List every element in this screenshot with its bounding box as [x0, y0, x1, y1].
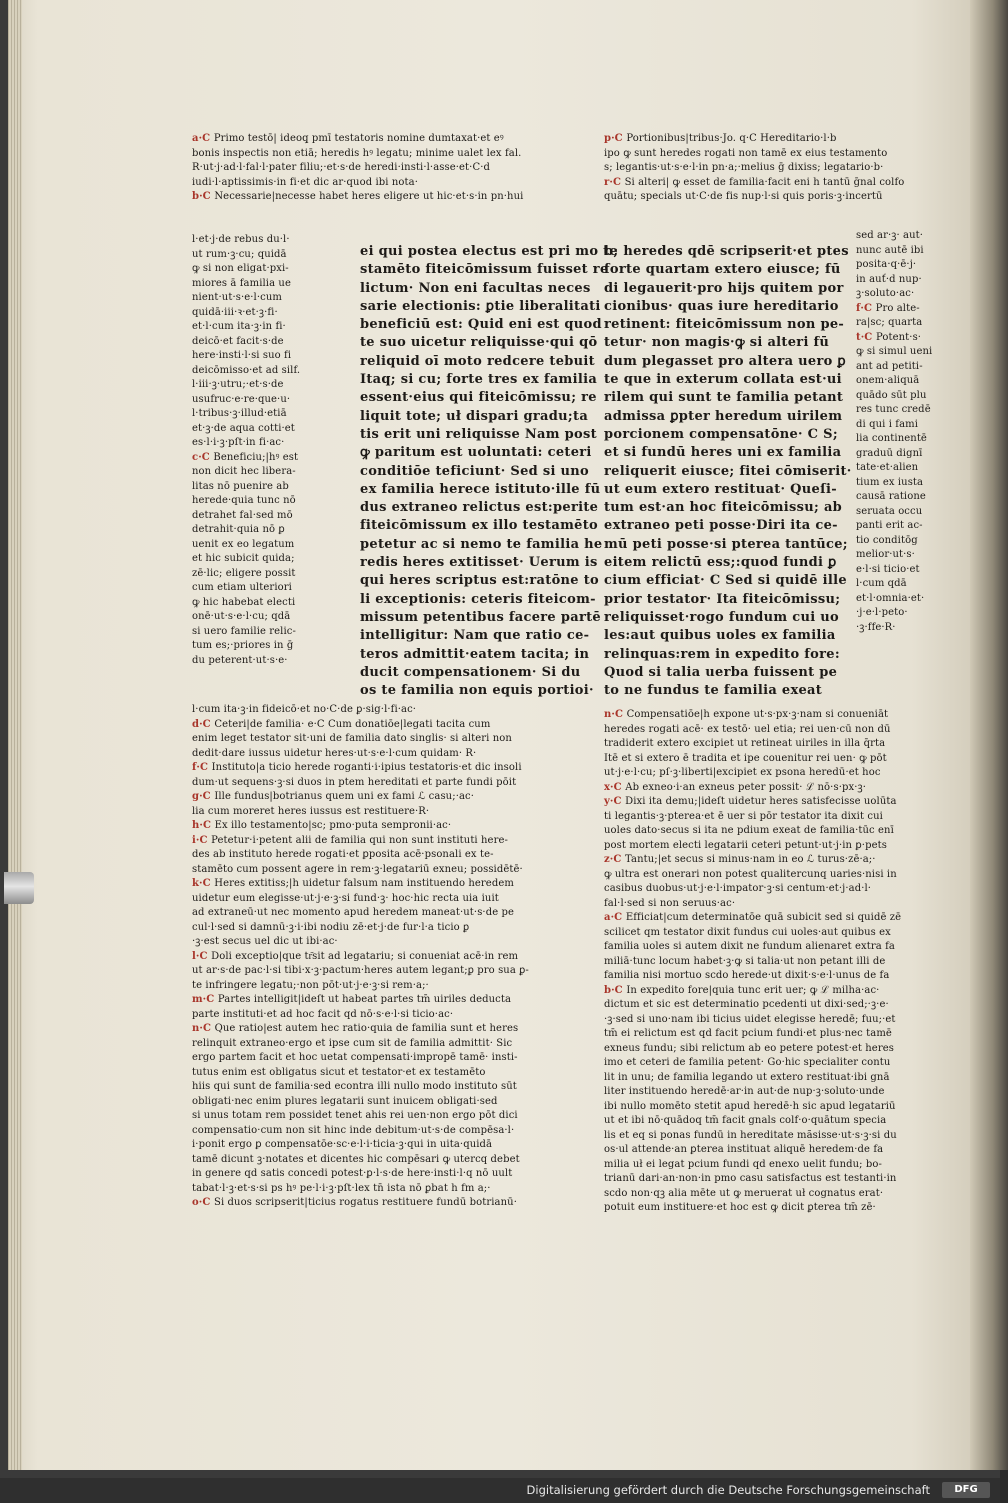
- text-line: Quod si talia uerba fuissent pe: [604, 664, 838, 680]
- text-line: milia uł ei legat pcium fundi qd enexo uelit fundu; bo-: [604, 1158, 883, 1170]
- text-line: non dicit hec libera-: [192, 466, 296, 477]
- rubric-mark: x·C: [604, 781, 626, 793]
- text-line: ut rum·ꝫ·cu; quidā: [192, 248, 287, 260]
- text-line: stamēto cum possent agere in rem·ꝫ·legatariū exneu; possidētē·: [192, 863, 523, 875]
- text-line: ꝙ si non eligat·pxi-: [192, 263, 289, 274]
- text-line: dus extraneo relictus est:perite: [360, 500, 599, 516]
- text-line: et·l·cum ita·ꝫ·in fi·: [192, 321, 286, 332]
- text-line: liquit tote; uł dispari gradu;ta: [360, 408, 589, 424]
- text-line: detrahit·quia nō ꝑ: [192, 524, 285, 535]
- text-line: cium efficiat· C Sed si quidē ille: [604, 573, 847, 589]
- text-line: stamēto fiteicōmissum fuisset re: [360, 262, 609, 278]
- text-line: i·ponit ergo ꝑ compensatōe·sc·e·l·i·ticia·ꝫ·qui in uita·quidā: [192, 1139, 493, 1150]
- page-edge-right: [970, 0, 1008, 1470]
- text-line: compensatio·cum non sit hinc inde debitum·ut·s·de compēsa·l·: [192, 1124, 515, 1136]
- text-line: ra|sc; quarta: [856, 317, 923, 328]
- text-line: forte quartam extero eiusce; fū: [604, 262, 841, 278]
- text-line: bonis inspectis non etiā; heredis hꝰ legatu; minime ualet lex fal.: [192, 147, 522, 159]
- text-line: relinquas:rem in expedito fore:: [604, 646, 840, 662]
- text-line: di qui i fami: [856, 418, 919, 430]
- text-line: zē·lic; eligere possit: [192, 567, 296, 579]
- text-line: retinent: fiteicōmissum non pe-: [604, 317, 845, 333]
- text-line: qui heres scriptus est:ratōne to: [360, 573, 599, 589]
- text-line: ·ꝫ·sed si uno·nam ibi ticius uidet elegisse heredē; fuu;·et: [604, 1013, 896, 1025]
- text-line: detrahet fal·sed mō: [192, 509, 293, 521]
- rubric-mark: d·C: [192, 718, 215, 730]
- rubric-mark: p·C: [604, 133, 627, 144]
- rubric-mark: r·C: [604, 176, 625, 188]
- text-line: n·C Que ratio|est autem hec ratio·quia de familia sunt et heres: [192, 1023, 519, 1034]
- text-line: sarie electionis: ꝑtie liberalitati: [360, 298, 601, 314]
- text-line: deicōmisso·et ad silf.: [192, 364, 301, 376]
- text-line: os te familia non equis portioi·: [360, 683, 594, 699]
- text-line: ꝙ paritum est uoluntati: ceteri: [360, 445, 592, 461]
- text-line: here·insti·l·si suo fi: [192, 350, 292, 361]
- text-line: teros admittit·eatem tacita; in: [360, 646, 590, 662]
- rubric-mark: g·C: [192, 791, 215, 802]
- text-line: y·C Dixi ita demu;|ideſt uidetur heres satisfecisse uolūta: [604, 796, 897, 807]
- text-line: uoles dato·secus si ita ne pdium exeat de familia·tūc enī: [604, 825, 894, 836]
- text-line: te que in exterum collata est·ui: [604, 372, 842, 388]
- text-line: Itaq; si cu; forte tres ex familia: [360, 372, 598, 388]
- text-line: s; legantis·ut·s·e·l·in pn·a;·melius ḡ dixiss; legatario·b·: [604, 162, 884, 173]
- text-line: scdo non·qꝫ alia mēte ut ꝙ meruerat uł cognatus erat·: [604, 1187, 884, 1199]
- text-line: post mortem electi legatarii ceteri petunt·ut·j·in ꝑ·pets: [604, 839, 887, 851]
- text-line: tamē dicunt ꝫ·notates et dicentes hic compēsari ꝙ utercq debet: [192, 1153, 520, 1165]
- rubric-mark: a·C: [604, 912, 626, 923]
- text-line: missum petentibus facere partē: [360, 609, 601, 625]
- text-line: admissa ꝑpter heredum uirilem: [604, 408, 843, 424]
- text-line: ꝙ si simul ueni: [856, 346, 933, 357]
- text-line: miliā·tunc locum habet·ꝫ·ꝙ si talia·ut non petant illi de: [604, 955, 886, 967]
- text-line: hiis qui sunt de familia·sed econtra illi nullo modo instituto sūt: [192, 1081, 517, 1092]
- text-line: n·C Compensatiōe|h expone ut·s·px·ꝫ·nam si conueniāt: [604, 709, 889, 720]
- rubric-mark: h·C: [192, 820, 215, 831]
- text-line: b·C Necessarie|necesse habet heres eligere ut hic·et·s·in pn·hui: [192, 191, 524, 202]
- text-line: r·C Si alteri| ꝙ esset de familia·facit eni h tantū ḡnal colfo: [604, 176, 905, 188]
- text-line: intelligitur: Nam que ratio ce-: [360, 628, 590, 644]
- text-line: reliquisset·rogo fundum cui uo: [604, 609, 839, 625]
- rubric-mark: l·C: [192, 950, 212, 962]
- text-line: tium ex iusta: [856, 476, 924, 488]
- text-line: rilem qui sunt te familia petant: [604, 390, 844, 406]
- text-line: ei qui postea electus est pri mo te: [360, 244, 618, 259]
- text-line: tradiderit extero excipiet ut retineat uiriles in illa q̄rta: [604, 738, 886, 749]
- text-line: fal·l·sed si non seruus·ac·: [604, 897, 736, 909]
- text-line: du peterent·ut·s·e·: [192, 654, 288, 666]
- text-line: h·C Ex illo testamento|sc; pmo·puta sempronii·ac·: [192, 820, 452, 831]
- gloss-top-right: [604, 132, 962, 205]
- rubric-mark: b·C: [604, 984, 627, 996]
- text-line: onē·ut·s·e·l·cu; qdā: [192, 611, 291, 622]
- text-line: b·C In expedito fore|quia tunc erit uer; ꝙ ℒ milha·ac·: [604, 984, 880, 996]
- text-line: es·l·i·ꝫ·pſt·in fi·ac·: [192, 437, 285, 448]
- text-line: trianū dari·an·non·in pmo casu satisfactus est testanti·in: [604, 1173, 897, 1184]
- gloss-top-left: [192, 132, 572, 205]
- text-line: ut et ibi nō·quādoq tm̄ facit gnals colf·o·quātum specia: [604, 1115, 887, 1126]
- text-line: et hic subicit quida;: [192, 553, 295, 564]
- text-line: ꝫ·soluto·ac·: [856, 288, 915, 299]
- text-line: res tunc credē: [856, 404, 931, 415]
- text-line: in auť·d nup·: [856, 273, 922, 285]
- text-line: herede·quia tunc nō: [192, 495, 296, 506]
- text-line: porcionem compensatōne· C S;: [604, 426, 838, 442]
- text-line: c·C Beneficiu;|hꝰ est: [192, 451, 299, 463]
- text-line: dedit·dare iussus uidetur heres·ut·s·e·l·cum quidam· R·: [192, 747, 477, 759]
- text-line: lia continentē: [856, 433, 927, 444]
- text-line: onem·aliquā: [856, 375, 920, 386]
- book-page: [8, 0, 990, 1470]
- rubric-mark: c·C: [192, 451, 214, 463]
- text-line: ant ad petiti-: [856, 360, 923, 372]
- text-line: graduū dignī: [856, 447, 923, 459]
- text-line: z·C Tantu;|et secus si minus·nam in eo ℒ turus·zē·a;·: [604, 854, 876, 865]
- rubric-mark: n·C: [604, 709, 627, 720]
- text-line: R·ut·j·ad·l·fal·l·pater filiu;·et·s·de heredi·insti·l·asse·et·C·d: [192, 162, 490, 173]
- footer-credit: Digitalisierung gefördert durch die Deutsche Forschungsgemeinschaft: [526, 1483, 930, 1497]
- text-line: sed ar·ꝫ· aut·: [856, 230, 924, 241]
- text-line: nient·ut·s·e·l·cum: [192, 292, 282, 303]
- text-line: te suo uicetur reliquisse·qui qō: [360, 335, 598, 351]
- text-line: usufruc·e·re·que·u·: [192, 393, 291, 405]
- text-line: ibi nullo momēto stetit apud heredē·h sic apud legatariū: [604, 1100, 896, 1112]
- text-line: et·l·omnia·et·: [856, 592, 925, 604]
- text-line: t·C Potent·s·: [856, 331, 922, 343]
- text-line: eitem relictū ess;:quod fundi ꝑ: [604, 555, 837, 571]
- text-line: casibus duobus·ut·j·e·l·impator·ꝫ·si centum·et·j·ad·l·: [604, 883, 872, 894]
- text-line: ·j·e·l·peto·: [856, 607, 908, 618]
- text-line: m·C Partes intelligit|ideſt ut habeat partes tm̄ uiriles deducta: [192, 994, 512, 1005]
- text-line: scilicet qm testator dixit fundus cui uoles·aut quibus ex: [604, 926, 891, 938]
- text-line: ducit compensationem· Si du: [360, 664, 581, 680]
- text-line: liter instituendo heredē·ar·in aut·de nup·ꝫ·soluto·unde: [604, 1086, 885, 1097]
- text-line: imo et ceteri de familia petent· Go·hic specialiter contu: [604, 1057, 891, 1068]
- gloss-bottom-left: [192, 703, 576, 1211]
- text-line: uidetur eum elegisse·ut·j·e·ꝫ·si fund·ꝫ· hoc·hic recta uia iuit: [192, 892, 499, 904]
- text-line: potuit eum instituere·et hoc est ꝙ dicit ꝑterea tm̄ zē·: [604, 1202, 876, 1213]
- text-line: conditiōe teficiunt· Sed si uno: [360, 463, 590, 479]
- rubric-mark: f·C: [856, 302, 876, 314]
- text-line: redis heres extitisset· Uerum is: [360, 555, 598, 571]
- text-line: tm̄ ei relictum est qd facit pcium fundi·et plus·nec tamē: [604, 1028, 892, 1039]
- text-line: k·C Heres extitiss;|h uidetur falsum nam instituendo heredem: [192, 878, 514, 889]
- text-line: te infringere legatu;·non pōt·ut·j·e·ꝫ·si rem·a;·: [192, 979, 429, 991]
- text-line: parte instituti·et ad hoc facit qd nō·s·e·l·si ticio·ac·: [192, 1008, 454, 1020]
- text-line: l·et·j·de rebus du·l·: [192, 234, 290, 245]
- text-line: f·C Instituto|a ticio herede roganti·i·ipius testatoris·et dic insoli: [192, 762, 522, 773]
- text-line: ti legantis·ꝫ·pterea·et ē uer si pōr testator ita dixit cui: [604, 810, 883, 822]
- text-line: tio conditōg: [856, 534, 918, 546]
- text-line: ·ꝫ·est secus uel dic ut ibi·ac·: [192, 936, 338, 947]
- text-line: miores ā familia ue: [192, 277, 291, 289]
- text-line: posita·q·ē·j·: [856, 259, 917, 270]
- text-line: ad extraneū·ut nec momento apud heredem maneat·ut·s·de pe: [192, 907, 515, 918]
- text-line: l·tribus·ꝫ·illud·etiā: [192, 408, 287, 419]
- text-line: tum est·an hoc fiteicōmissu; ab: [604, 500, 843, 516]
- text-line: tetur· non magis·ꝙ si alteri fū: [604, 335, 830, 351]
- text-line: obligati·nec enim plures legatarii sunt inuicem obligati·sed: [192, 1095, 498, 1107]
- text-line: des ab instituto herede rogati·et ꝑposita acē·psonali ex te-: [192, 849, 494, 860]
- rubric-mark: z·C: [604, 854, 626, 865]
- text-line: tabat·l·ꝫ·et·s·si ps hꝰ pe·l·i·ꝫ·pſt·lex tn̄ ista nō ꝑbat h fm a;·: [192, 1182, 491, 1194]
- text-line: petetur ac si nemo te familia he: [360, 536, 603, 552]
- text-line: causā ratione: [856, 491, 926, 502]
- text-line: ·ꝫ·ffe·R·: [856, 621, 896, 633]
- rubric-mark: n·C: [192, 1023, 215, 1034]
- text-line: f·C Pro alte-: [856, 302, 920, 314]
- text-line: litas nō puenire ab: [192, 480, 289, 492]
- text-line: l·cum qdā: [856, 578, 907, 589]
- text-line: uenit ex eo legatum: [192, 538, 295, 550]
- text-line: melior·ut·s·: [856, 549, 915, 560]
- text-line: lis et eq si ponas fundū in hereditate mãsisse·ut·s·ꝫ·si du: [604, 1129, 897, 1141]
- text-line: l·cum ita·ꝫ·in fideicō·et no·C·de ꝑ·sig·l·fi·ac·: [192, 704, 417, 715]
- text-line: reliquerit eiusce; fitei cōmiserit·: [604, 463, 852, 479]
- gloss-column-left: [192, 233, 334, 668]
- text-line: d·C Ceteri|de familia· e·C Cum donatiōe|legati tacita cum: [192, 718, 491, 730]
- text-line: familia uoles si autem dixit ne fundum alienaret extra fa: [604, 941, 895, 952]
- text-line: ex familia herece istituto·ille fū: [360, 481, 601, 497]
- text-line: lia cum moreret heres iussus est restituere·R·: [192, 805, 430, 817]
- text-line: ꝙ ultra est onerari non potest qualitercunq uaries·nisi in: [604, 868, 897, 880]
- text-line: ut·j·e·l·cu; pſ·ꝫ·liberti|excipiet ex psona heredū·et hoc: [604, 767, 881, 778]
- text-line: si unus totam rem possidet tenet ahis rei uen·non ergo pōt dici: [192, 1110, 518, 1121]
- text-line: g·C Ille fundus|botrianus quem uni ex fami ℒ casu;·ac·: [192, 791, 475, 802]
- text-line: quātu; specials ut·C·de fis nup·l·si quis poris·ꝫ·incertū: [604, 191, 883, 202]
- text-line: extraneo peti posse·Diri ita ce-: [604, 518, 838, 534]
- text-line: a·C Efficiat|cum determinatōe quā subicit sed si quidē zē: [604, 912, 902, 923]
- dfg-logo: DFG: [942, 1482, 990, 1498]
- text-line: di legauerit·pro hijs quitem por: [604, 280, 844, 296]
- text-line: b; heredes qdē scripserit·et ptes: [604, 244, 849, 259]
- text-line: dum plegasset pro altera uero ꝑ: [604, 353, 846, 369]
- text-line: si uero familie relic-: [192, 625, 296, 637]
- rubric-mark: b·C: [192, 191, 215, 202]
- text-line: cul·l·sed si damnū·ꝫ·i·ibi nodiu zē·et·j·de fur·l·a ticio ꝑ: [192, 921, 470, 933]
- text-line: nunc autē ibi: [856, 244, 924, 256]
- text-line: seruata occu: [856, 505, 923, 517]
- text-line: lictum· Non eni facultas neces: [360, 280, 591, 296]
- text-line: beneficiū est: Quid eni est quod: [360, 317, 602, 333]
- gloss-bottom-right: [604, 708, 962, 1216]
- text-line: lit in unu; de familia legando ut extero restituat·ibi gnā: [604, 1071, 890, 1083]
- text-line: i·C Petetur·i·petent alii de familia qui non sunt instituti here-: [192, 834, 508, 846]
- text-line: panti erit ac-: [856, 520, 923, 531]
- text-line: to ne fundus te familia exeat: [604, 683, 823, 699]
- text-line: ut ar·s·de pac·l·si tibi·x·ꝫ·pactum·heres autem legant;ꝑ pro sua ꝑ-: [192, 965, 529, 976]
- text-line: a·C Primo testō| ideoq̧ pmī testatoris nomine dumtaxat·et eꝰ: [192, 133, 504, 144]
- text-line: l·iii·ꝫ·utru;·et·s·de: [192, 379, 284, 390]
- text-line: les:aut quibus uoles ex familia: [604, 628, 836, 644]
- rubric-mark: a·C: [192, 133, 214, 144]
- text-line: mū peti posse·si pterea tantūce;: [604, 536, 848, 552]
- text-line: et si fundū heres uni ex familia: [604, 445, 842, 461]
- text-line: iudi·l·aptissimis·in fi·et dic ar·quod ibi nota·: [192, 176, 418, 188]
- text-line: fiteicōmissum ex illo testamēto: [360, 518, 598, 534]
- page-edge-left: [8, 0, 22, 1470]
- text-line: tum es;·priores in ḡ: [192, 640, 294, 651]
- text-line: deicō·et facit·s·de: [192, 335, 284, 347]
- text-line: essent·eius qui fiteicōmissu; re: [360, 390, 597, 406]
- text-line: reliquid oī moto redcere tebuit: [360, 353, 595, 369]
- text-line: tate·et·alien: [856, 462, 919, 473]
- text-line: relinquit extraneo·ergo et ipse cum sit de familia admittit· Sic: [192, 1037, 513, 1049]
- text-line: Itē et si extero ē tradita et ipe couenitur rei uen· ꝙ pōt: [604, 752, 887, 764]
- text-line: o·C Si duos scripserit|ticius rogatus restituere fundū botrianū·: [192, 1197, 517, 1208]
- text-line: dum·ut sequens·ꝫ·si duos in ptem hereditati et parte fundi pōit: [192, 776, 517, 788]
- rubric-mark: k·C: [192, 878, 215, 889]
- gloss-column-right: [856, 229, 962, 635]
- text-line: heredes rogati acē· ex testō· uel etia; rei uen·cū non dū: [604, 723, 891, 735]
- text-line: et·ꝫ·de aqua cotti·et: [192, 422, 295, 434]
- book-clamp: [4, 872, 34, 904]
- text-line: ut eum extero restituat· Queſi-: [604, 481, 837, 497]
- text-line: dictum et sic est determinatio pcedenti ut dixi·sed;·ꝫ·e·: [604, 999, 889, 1010]
- text-line: x·C Ab exneo·i·an exneus peter possit· ℒ nō·s·px·ꝫ·: [604, 781, 866, 793]
- text-line: exneus fundu; sibi relictum ab eo petere potest·et heres: [604, 1042, 894, 1054]
- main-text-column-left: [360, 243, 618, 700]
- text-line: tis erit uni reliquisse Nam post: [360, 426, 597, 442]
- rubric-mark: f·C: [192, 762, 212, 773]
- text-line: ipo ꝙ sunt heredes rogati non tamē ex eius testamento: [604, 147, 888, 159]
- text-line: quidā·iii·ꝛ·et·ꝫ·fi·: [192, 306, 278, 318]
- text-line: familia nisi mortuo scdo herede·ut dixit·s·e·l·unus de fa: [604, 970, 890, 981]
- text-line: e·l·si ticio·et: [856, 563, 920, 575]
- text-line: prior testator· Ita fiteicōmissu;: [604, 591, 841, 607]
- text-line: li exceptionis: ceteris fiteicom-: [360, 591, 596, 607]
- footer-bar: [0, 1478, 1000, 1503]
- main-text-column-right: [604, 243, 852, 700]
- text-line: tutus enim est obligatus sicut et testator·et ex testamēto: [192, 1066, 486, 1078]
- text-line: enim leget testator sit·uni de familia dato singlis· si alteri non: [192, 733, 512, 744]
- text-line: os·ul attende·an ꝑterea instituat aliquē heredem·de fa: [604, 1144, 884, 1155]
- rubric-mark: o·C: [192, 1197, 214, 1208]
- rubric-mark: m·C: [192, 994, 218, 1005]
- text-line: quādo sūt plu: [856, 389, 927, 401]
- text-line: ꝙ hic habebat electi: [192, 596, 296, 608]
- text-line: cionibus· quas iure hereditario: [604, 298, 839, 314]
- text-line: l·C Doli exceptio|que tr͂sit ad legatariu; si conueniat acē·in rem: [192, 950, 519, 962]
- text-line: cum etiam ulteriori: [192, 582, 292, 593]
- rubric-mark: i·C: [192, 834, 212, 846]
- rubric-mark: y·C: [604, 796, 626, 807]
- text-line: in genere qd satis concedi potest·ꝑ·l·s·de here·insti·l·q nō uult: [192, 1168, 513, 1179]
- text-line: ergo partem facit et hoc uetat compensati·impropē tamē· insti-: [192, 1052, 518, 1063]
- rubric-mark: t·C: [856, 331, 876, 343]
- text-line: p·C Portionibus|tribus·Jo. q·C Hereditario·l·b: [604, 133, 837, 144]
